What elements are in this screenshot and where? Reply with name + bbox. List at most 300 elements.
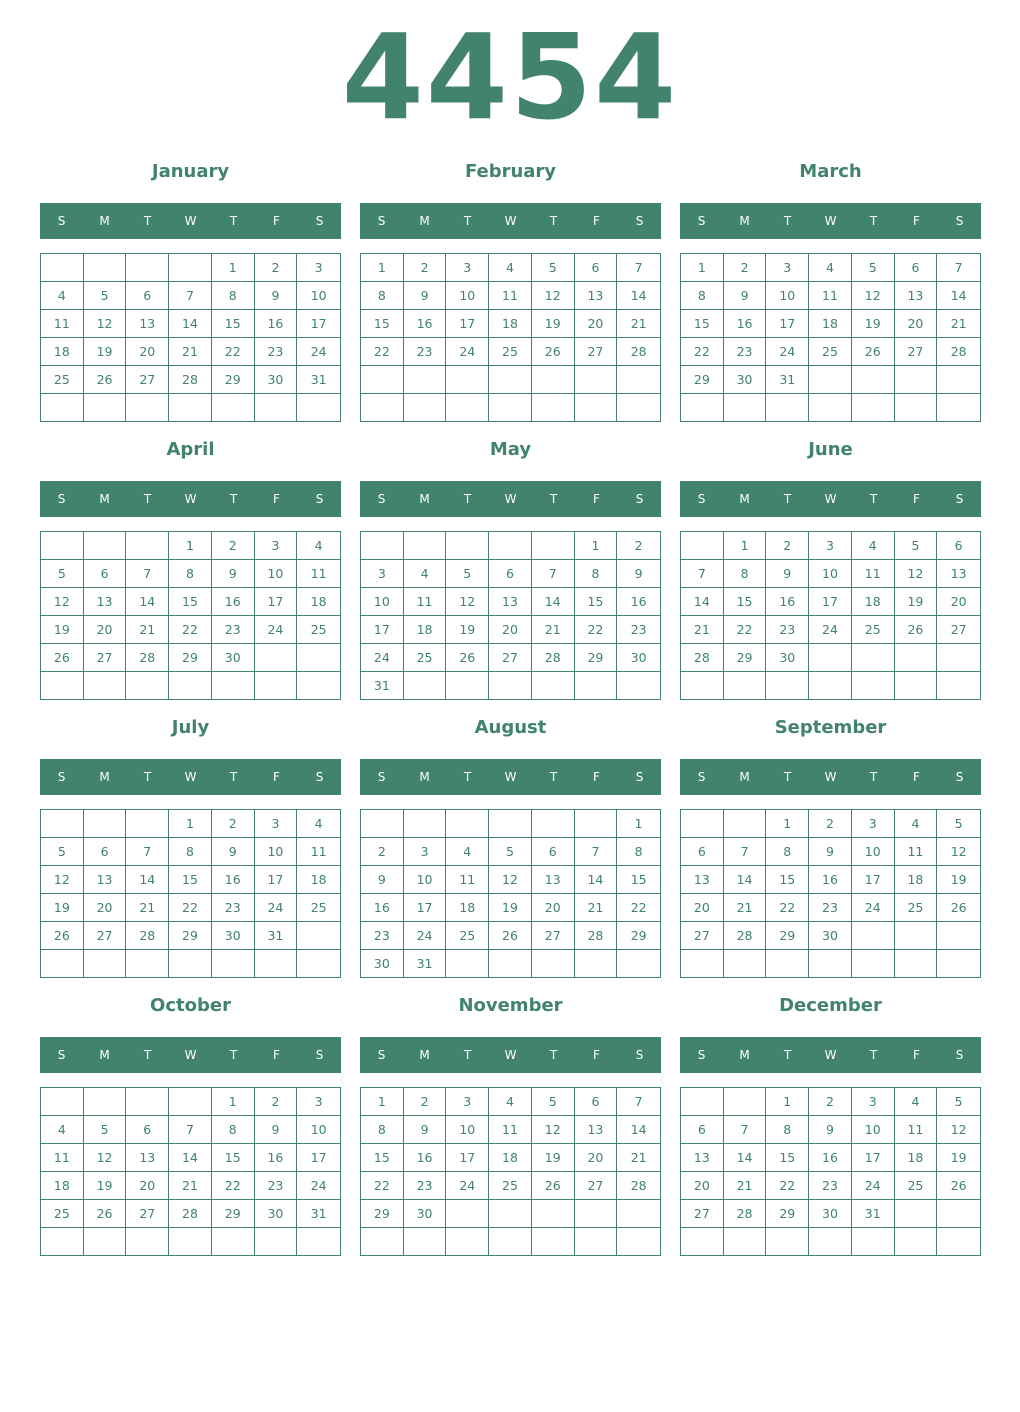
weekday-label: S	[57, 1048, 66, 1062]
month-name: September	[774, 717, 887, 738]
empty-day-cell	[255, 1228, 298, 1255]
empty-day-cell	[126, 394, 169, 421]
day-cell: 27	[681, 922, 724, 950]
day-cell: 15	[681, 310, 724, 338]
day-cell: 21	[937, 310, 980, 338]
day-cell: 13	[84, 866, 127, 894]
day-cell: 2	[212, 810, 255, 838]
weekday-label: F	[913, 214, 920, 228]
day-cell: 5	[84, 282, 127, 310]
day-cell: 18	[852, 588, 895, 616]
day-cell: 26	[532, 338, 575, 366]
day-cell: 15	[361, 1144, 404, 1172]
day-cell: 19	[532, 310, 575, 338]
day-cell: 24	[361, 644, 404, 672]
day-cell: 10	[852, 838, 895, 866]
empty-day-cell	[297, 1228, 340, 1255]
weekday-label: F	[913, 770, 920, 784]
day-cell: 4	[297, 532, 340, 560]
day-cell: 18	[895, 866, 938, 894]
weekday-label: F	[273, 214, 280, 228]
day-cell: 14	[617, 282, 660, 310]
empty-day-cell	[255, 672, 298, 699]
day-cell: 29	[681, 366, 724, 394]
day-cell: 2	[404, 254, 447, 282]
day-cell: 13	[489, 588, 532, 616]
day-cell: 7	[724, 1116, 767, 1144]
day-grid	[40, 1087, 341, 1256]
weekday-label: S	[315, 1048, 324, 1062]
day-cell: 5	[852, 254, 895, 282]
day-cell: 15	[766, 866, 809, 894]
empty-day-cell	[446, 672, 489, 699]
empty-day-cell	[532, 950, 575, 977]
weekday-label: W	[824, 1048, 837, 1062]
day-cell: 25	[446, 922, 489, 950]
weekday-label: T	[783, 492, 792, 506]
empty-day-cell	[446, 1228, 489, 1255]
day-cell: 15	[724, 588, 767, 616]
weekday-label: F	[593, 770, 600, 784]
day-cell: 13	[575, 1116, 618, 1144]
weekday-label: W	[824, 214, 837, 228]
day-cell: 18	[489, 310, 532, 338]
weekday-label: F	[593, 214, 600, 228]
day-grid	[40, 253, 341, 422]
day-cell: 8	[575, 560, 618, 588]
day-cell: 30	[404, 1200, 447, 1228]
day-cell: 30	[766, 644, 809, 672]
empty-day-cell	[724, 672, 767, 699]
day-cell: 12	[84, 1144, 127, 1172]
empty-day-cell	[126, 950, 169, 977]
day-cell: 16	[404, 310, 447, 338]
empty-day-cell	[84, 810, 127, 838]
empty-day-cell	[895, 1228, 938, 1255]
day-cell: 9	[404, 282, 447, 310]
empty-day-cell	[937, 950, 980, 977]
empty-day-cell	[575, 394, 618, 422]
day-cell: 1	[617, 810, 660, 838]
day-cell: 15	[212, 310, 255, 338]
empty-day-cell	[575, 366, 618, 394]
day-cell: 6	[84, 838, 127, 866]
weekday-label: F	[913, 1048, 920, 1062]
day-cell: 2	[809, 810, 852, 838]
weekday-header	[680, 1037, 981, 1073]
empty-day-cell	[255, 644, 298, 672]
empty-day-cell	[489, 532, 532, 560]
empty-day-cell	[575, 950, 618, 977]
day-cell: 1	[212, 254, 255, 282]
weekday-label: W	[504, 770, 517, 784]
day-grid	[680, 531, 981, 700]
day-cell: 16	[255, 1144, 298, 1172]
day-cell: 28	[937, 338, 980, 366]
weekday-label: T	[869, 770, 878, 784]
day-cell: 16	[809, 1144, 852, 1172]
day-cell: 6	[895, 254, 938, 282]
day-cell: 27	[575, 1172, 618, 1200]
empty-day-cell	[41, 1088, 84, 1116]
day-cell: 13	[681, 1144, 724, 1172]
empty-day-cell	[126, 254, 169, 282]
empty-day-cell	[126, 1228, 169, 1255]
day-cell: 29	[617, 922, 660, 950]
empty-day-cell	[852, 950, 895, 977]
day-cell: 6	[84, 560, 127, 588]
day-cell: 3	[766, 254, 809, 282]
day-cell: 8	[361, 282, 404, 310]
empty-day-cell	[766, 1228, 809, 1255]
day-cell: 19	[937, 1144, 980, 1172]
day-cell: 14	[681, 588, 724, 616]
empty-day-cell	[681, 672, 724, 699]
empty-day-cell	[169, 394, 212, 421]
empty-day-cell	[809, 366, 852, 394]
day-cell: 3	[297, 1088, 340, 1116]
day-cell: 9	[212, 560, 255, 588]
day-cell: 5	[937, 1088, 980, 1116]
weekday-label: M	[99, 1048, 110, 1062]
day-cell: 18	[404, 616, 447, 644]
day-cell: 14	[169, 310, 212, 338]
empty-day-cell	[809, 672, 852, 699]
day-cell: 9	[617, 560, 660, 588]
empty-day-cell	[446, 532, 489, 560]
weekday-label: M	[419, 214, 430, 228]
empty-day-cell	[681, 1088, 724, 1116]
empty-day-cell	[681, 950, 724, 977]
empty-day-cell	[297, 672, 340, 699]
empty-day-cell	[937, 366, 980, 394]
day-cell: 2	[255, 1088, 298, 1116]
empty-day-cell	[895, 950, 938, 977]
day-cell: 8	[212, 1116, 255, 1144]
day-cell: 15	[766, 1144, 809, 1172]
empty-day-cell	[169, 254, 212, 282]
weekday-header	[40, 1037, 341, 1073]
day-cell: 18	[809, 310, 852, 338]
day-cell: 10	[255, 560, 298, 588]
empty-day-cell	[255, 394, 298, 421]
day-cell: 30	[212, 922, 255, 950]
day-cell: 15	[575, 588, 618, 616]
empty-day-cell	[126, 672, 169, 699]
weekday-label: M	[419, 770, 430, 784]
day-cell: 21	[169, 1172, 212, 1200]
day-cell: 23	[212, 894, 255, 922]
day-cell: 1	[361, 1088, 404, 1116]
weekday-label: T	[549, 770, 558, 784]
day-cell: 24	[255, 616, 298, 644]
day-cell: 11	[404, 588, 447, 616]
empty-day-cell	[532, 366, 575, 394]
day-cell: 10	[297, 1116, 340, 1144]
weekday-label: S	[635, 214, 644, 228]
weekday-label: T	[463, 1048, 472, 1062]
day-cell: 6	[489, 560, 532, 588]
day-cell: 2	[809, 1088, 852, 1116]
empty-day-cell	[404, 532, 447, 560]
day-cell: 10	[255, 838, 298, 866]
empty-day-cell	[809, 644, 852, 672]
weekday-label: T	[463, 770, 472, 784]
day-cell: 23	[255, 338, 298, 366]
empty-day-cell	[84, 950, 127, 977]
day-cell: 18	[41, 338, 84, 366]
day-cell: 12	[532, 1116, 575, 1144]
day-cell: 24	[852, 1172, 895, 1200]
day-cell: 28	[681, 644, 724, 672]
day-cell: 28	[617, 338, 660, 366]
empty-day-cell	[361, 810, 404, 838]
day-cell: 20	[575, 310, 618, 338]
day-cell: 28	[617, 1172, 660, 1200]
empty-day-cell	[617, 394, 660, 422]
day-cell: 3	[852, 810, 895, 838]
day-cell: 19	[937, 866, 980, 894]
weekday-header	[40, 203, 341, 239]
day-cell: 23	[404, 338, 447, 366]
day-cell: 23	[212, 616, 255, 644]
empty-day-cell	[297, 644, 340, 672]
day-cell: 25	[895, 1172, 938, 1200]
day-cell: 31	[297, 366, 340, 394]
weekday-label: W	[184, 1048, 197, 1062]
day-cell: 4	[41, 1116, 84, 1144]
weekday-label: F	[593, 492, 600, 506]
weekday-label: S	[955, 214, 964, 228]
day-cell: 20	[681, 894, 724, 922]
day-cell: 9	[361, 866, 404, 894]
day-cell: 6	[126, 1116, 169, 1144]
empty-day-cell	[937, 1228, 980, 1255]
empty-day-cell	[489, 394, 532, 422]
day-cell: 10	[446, 282, 489, 310]
day-cell: 7	[126, 838, 169, 866]
day-cell: 4	[297, 810, 340, 838]
day-cell: 26	[84, 1200, 127, 1228]
day-cell: 18	[41, 1172, 84, 1200]
empty-day-cell	[169, 1088, 212, 1116]
day-cell: 9	[809, 838, 852, 866]
day-cell: 24	[809, 616, 852, 644]
day-cell: 8	[724, 560, 767, 588]
empty-day-cell	[809, 1228, 852, 1255]
day-cell: 11	[895, 838, 938, 866]
day-cell: 19	[489, 894, 532, 922]
empty-day-cell	[852, 394, 895, 421]
day-cell: 22	[724, 616, 767, 644]
day-cell: 14	[724, 866, 767, 894]
day-cell: 24	[255, 894, 298, 922]
day-cell: 4	[852, 532, 895, 560]
empty-day-cell	[532, 394, 575, 422]
weekday-label: T	[783, 214, 792, 228]
empty-day-cell	[84, 1088, 127, 1116]
empty-day-cell	[681, 1228, 724, 1255]
empty-day-cell	[404, 672, 447, 699]
day-cell: 16	[617, 588, 660, 616]
day-cell: 2	[404, 1088, 447, 1116]
empty-day-cell	[724, 394, 767, 421]
day-cell: 20	[84, 616, 127, 644]
day-cell: 8	[169, 560, 212, 588]
day-cell: 28	[169, 1200, 212, 1228]
empty-day-cell	[297, 394, 340, 421]
day-grid	[40, 809, 341, 978]
day-cell: 4	[809, 254, 852, 282]
empty-day-cell	[84, 1228, 127, 1255]
day-cell: 17	[297, 310, 340, 338]
day-cell: 19	[84, 1172, 127, 1200]
day-cell: 29	[766, 1200, 809, 1228]
day-cell: 10	[766, 282, 809, 310]
day-cell: 6	[681, 1116, 724, 1144]
day-cell: 11	[446, 866, 489, 894]
month-name: December	[779, 995, 882, 1016]
day-cell: 25	[297, 616, 340, 644]
empty-day-cell	[617, 366, 660, 394]
day-cell: 26	[852, 338, 895, 366]
empty-day-cell	[169, 1228, 212, 1255]
day-cell: 13	[681, 866, 724, 894]
day-cell: 17	[404, 894, 447, 922]
day-cell: 27	[489, 644, 532, 672]
weekday-label: S	[57, 492, 66, 506]
weekday-label: S	[955, 1048, 964, 1062]
weekday-label: T	[463, 492, 472, 506]
empty-day-cell	[361, 532, 404, 560]
weekday-label: S	[955, 492, 964, 506]
weekday-label: W	[824, 770, 837, 784]
day-cell: 3	[255, 810, 298, 838]
empty-day-cell	[489, 672, 532, 699]
day-cell: 25	[809, 338, 852, 366]
day-cell: 27	[575, 338, 618, 366]
day-cell: 2	[724, 254, 767, 282]
day-cell: 5	[532, 1088, 575, 1116]
day-cell: 22	[681, 338, 724, 366]
day-cell: 5	[937, 810, 980, 838]
weekday-label: M	[99, 770, 110, 784]
day-cell: 1	[212, 1088, 255, 1116]
day-cell: 19	[895, 588, 938, 616]
day-cell: 10	[297, 282, 340, 310]
empty-day-cell	[895, 394, 938, 421]
day-cell: 12	[84, 310, 127, 338]
day-cell: 13	[126, 310, 169, 338]
weekday-label: S	[377, 770, 386, 784]
day-cell: 26	[937, 1172, 980, 1200]
day-cell: 29	[169, 644, 212, 672]
empty-day-cell	[681, 394, 724, 421]
day-cell: 1	[361, 254, 404, 282]
day-cell: 5	[895, 532, 938, 560]
weekday-header	[360, 203, 661, 239]
day-cell: 16	[404, 1144, 447, 1172]
weekday-label: T	[143, 214, 152, 228]
empty-day-cell	[255, 950, 298, 977]
month-name: March	[799, 161, 862, 182]
day-cell: 14	[617, 1116, 660, 1144]
day-cell: 30	[809, 922, 852, 950]
day-cell: 22	[617, 894, 660, 922]
day-cell: 18	[297, 866, 340, 894]
weekday-label: S	[697, 214, 706, 228]
day-cell: 29	[212, 366, 255, 394]
day-cell: 20	[84, 894, 127, 922]
day-cell: 20	[126, 338, 169, 366]
day-cell: 1	[681, 254, 724, 282]
empty-day-cell	[297, 950, 340, 977]
day-cell: 5	[446, 560, 489, 588]
day-cell: 25	[852, 616, 895, 644]
day-cell: 25	[404, 644, 447, 672]
day-cell: 17	[852, 1144, 895, 1172]
day-cell: 9	[255, 1116, 298, 1144]
day-cell: 27	[84, 922, 127, 950]
empty-day-cell	[532, 672, 575, 699]
day-cell: 3	[446, 254, 489, 282]
day-cell: 9	[809, 1116, 852, 1144]
day-cell: 23	[809, 1172, 852, 1200]
empty-day-cell	[404, 810, 447, 838]
weekday-label: M	[739, 214, 750, 228]
day-cell: 11	[809, 282, 852, 310]
empty-day-cell	[41, 254, 84, 282]
day-cell: 19	[41, 616, 84, 644]
empty-day-cell	[41, 394, 84, 421]
day-cell: 29	[212, 1200, 255, 1228]
month-name: November	[458, 995, 563, 1016]
weekday-label: S	[697, 770, 706, 784]
day-cell: 12	[532, 282, 575, 310]
weekday-label: T	[783, 1048, 792, 1062]
empty-day-cell	[489, 1200, 532, 1228]
day-grid	[680, 1087, 981, 1256]
empty-day-cell	[532, 1228, 575, 1255]
day-grid	[360, 531, 661, 700]
day-cell: 5	[532, 254, 575, 282]
weekday-label: T	[783, 770, 792, 784]
day-cell: 23	[404, 1172, 447, 1200]
empty-day-cell	[41, 810, 84, 838]
day-cell: 5	[489, 838, 532, 866]
day-cell: 6	[575, 1088, 618, 1116]
day-cell: 8	[361, 1116, 404, 1144]
weekday-label: T	[229, 214, 238, 228]
day-cell: 14	[724, 1144, 767, 1172]
day-cell: 19	[84, 338, 127, 366]
empty-day-cell	[724, 1088, 767, 1116]
weekday-header	[360, 481, 661, 517]
day-cell: 6	[937, 532, 980, 560]
day-cell: 31	[297, 1200, 340, 1228]
day-cell: 13	[126, 1144, 169, 1172]
day-cell: 11	[41, 1144, 84, 1172]
day-cell: 3	[809, 532, 852, 560]
day-cell: 11	[489, 282, 532, 310]
day-cell: 23	[809, 894, 852, 922]
day-cell: 8	[212, 282, 255, 310]
empty-day-cell	[937, 644, 980, 672]
day-cell: 27	[681, 1200, 724, 1228]
day-cell: 8	[766, 1116, 809, 1144]
empty-day-cell	[852, 672, 895, 699]
day-cell: 16	[361, 894, 404, 922]
